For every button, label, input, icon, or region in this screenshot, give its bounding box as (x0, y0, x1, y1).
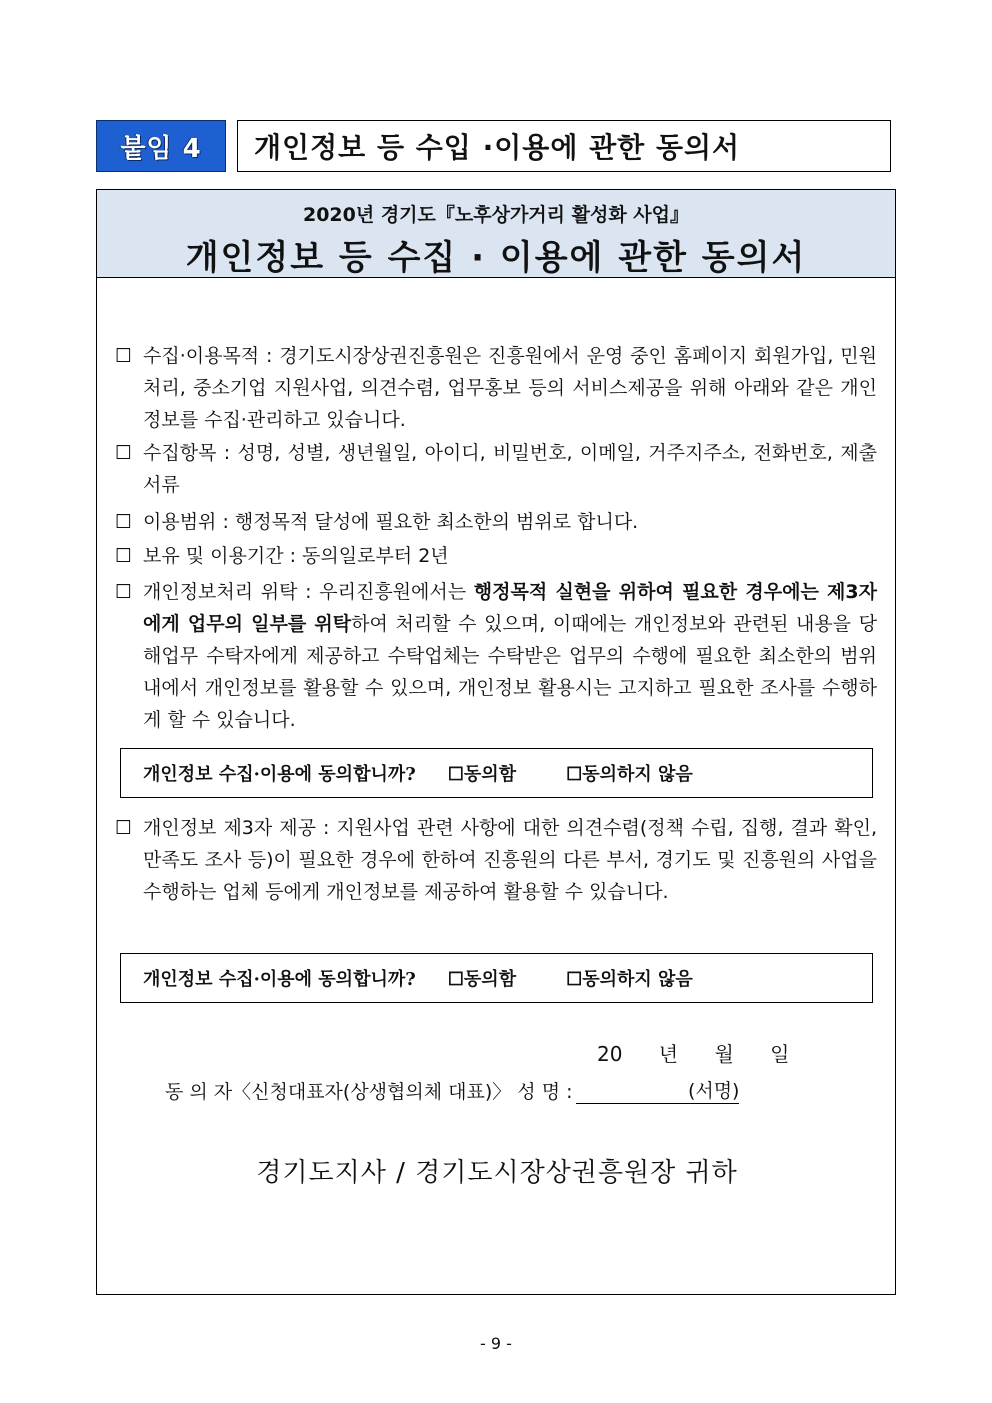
form-header (97, 190, 895, 278)
checkbox-icon: ☐ (115, 581, 133, 603)
addressee: 경기도지사 / 경기도시장상권흥원장 귀하 (256, 1158, 738, 1188)
item-purpose (115, 340, 877, 436)
item-text: 수집항목 : 성명, 성별, 생년월일, 아이디, 비밀번호, 이메일, 거주지주소, 전화번호, 제출서류 (143, 442, 877, 496)
consent-box-2 (120, 953, 873, 1003)
item-outsourcing (115, 576, 877, 736)
item-text-part: 개인정보처리 위탁 : 우리진흥원에서는 (143, 581, 474, 603)
consent-question: 개인정보 수집·이용에 동의합니까? (143, 969, 416, 990)
item-collected-fields (115, 437, 877, 501)
checkbox-icon: ☐ (115, 345, 133, 367)
consent-question: 개인정보 수집·이용에 동의합니까? (143, 764, 416, 785)
signer-label: 동 의 자〈신청대표자(상생협의체 대표)〉 성 명 : (165, 1081, 573, 1103)
item-text: 개인정보 제3자 제공 : 지원사업 관련 사항에 대한 의견수렴(정책 수립, 집행, 결과 확인, 만족도 조사 등)이 필요한 경우에 한하여 진흥원의 다른 부서, 경기도 및 진흥원의 사업을 수행하는 업체 등에게 개인정보를 제공하여 활용할 수 있습니다. (143, 817, 877, 903)
agree-checkbox[interactable]: ☐동의함 (447, 764, 517, 785)
signature-label: (서명) (687, 1080, 740, 1102)
checkbox-icon: ☐ (115, 545, 133, 567)
item-text (143, 576, 877, 736)
checkbox-icon: ☐ (115, 511, 133, 533)
agree-checkbox[interactable]: ☐동의함 (447, 969, 517, 990)
page-number: - 9 - (480, 1334, 512, 1353)
item-text: 보유 및 이용기간 : 동의일로부터 2년 (143, 545, 449, 567)
header-title: 개인정보 등 수입 ·이용에 관한 동의서 (237, 120, 891, 172)
disagree-checkbox[interactable]: ☐동의하지 않음 (566, 969, 693, 990)
consent-box-1 (120, 748, 873, 798)
checkbox-icon: ☐ (115, 442, 133, 464)
item-text: 수집·이용목적 : 경기도시장상권진흥원은 진흥원에서 운영 중인 홈페이지 회원가입, 민원처리, 중소기업 지원사업, 의견수렴, 업무홍보 등의 서비스제공을 위해 아래와 같은 개인정보를 수집·관리하고 있습니다. (143, 345, 877, 431)
item-text: 이용범위 : 행정목적 달성에 필요한 최소한의 범위로 합니다. (143, 511, 639, 533)
item-third-party (115, 812, 877, 908)
signer-row (165, 1076, 739, 1104)
date-line: 20 년 월 일 (597, 1042, 790, 1066)
attachment-badge: 붙임 4 (96, 120, 226, 172)
item-usage-scope (115, 506, 877, 538)
disagree-checkbox[interactable]: ☐동의하지 않음 (566, 764, 693, 785)
form-subtitle: 2020년 경기도『노후상가거리 활성화 사업』 (302, 204, 690, 226)
signature-field[interactable] (576, 1076, 739, 1104)
form-title: 개인정보 등 수집 · 이용에 관한 동의서 (185, 238, 807, 278)
item-retention (115, 540, 877, 572)
checkbox-icon: ☐ (115, 817, 133, 839)
item-text-emphasis: 행정목적 실현을 위하여 필요한 경우에는 제3자에게 업무의 일부를 위탁 (143, 581, 877, 635)
item-text-part: 하여 처리할 수 있으며, 이때에는 개인정보와 관련된 내용을 당해업무 수탁자에게 제공하고 수탁업체는 수탁받은 업무의 수행에 필요한 최소한의 범위 내에서 개인정보를 활용할 수 있으며, 개인정보 활용시는 고지하고 필요한 조사를 수행하게 할 수 있습니다. (143, 613, 877, 731)
consent-form (96, 189, 896, 1295)
